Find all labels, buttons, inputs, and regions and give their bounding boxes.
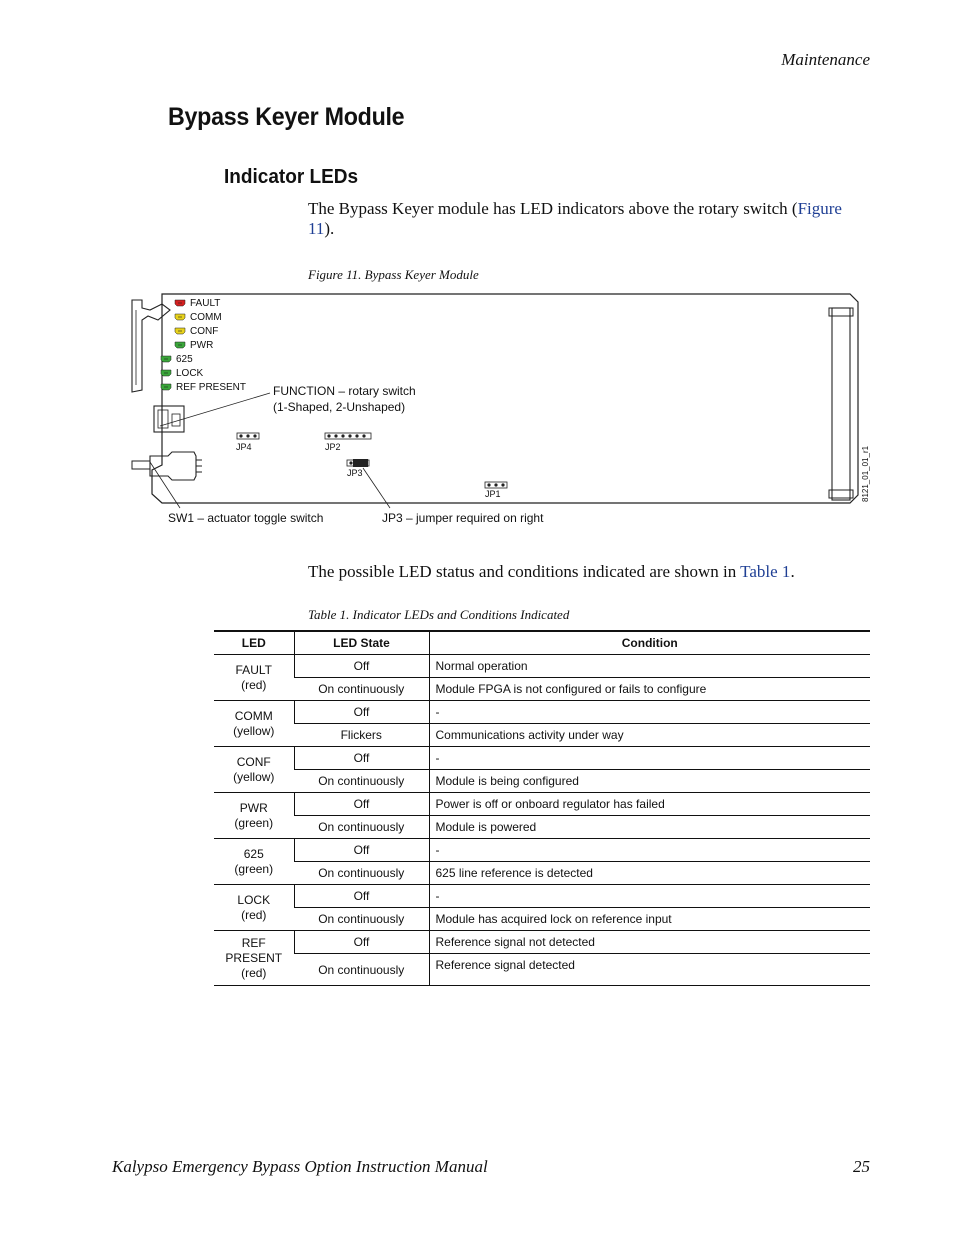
led-cell [214, 885, 294, 931]
led-name: FAULT [235, 662, 272, 677]
jumper-jp4 [237, 433, 259, 439]
jp2-label: JP2 [325, 442, 341, 452]
led-name: COMM [234, 708, 273, 723]
led-color: (green) [234, 861, 274, 876]
figure-link[interactable]: Figure 11 [308, 199, 842, 238]
led-name: PWR [239, 800, 268, 815]
condition-cell: Reference signal detected [429, 954, 870, 986]
function-setting-label: (1-Shaped, 2-Unshaped) [273, 400, 406, 414]
table-row [214, 839, 870, 862]
state-cell: Off [294, 839, 429, 862]
table-link[interactable]: Table 1 [740, 562, 791, 581]
condition-cell: 625 line reference is detected [429, 862, 870, 885]
condition-cell: - [429, 747, 870, 770]
condition-cell: - [429, 839, 870, 862]
led-cell [214, 747, 294, 793]
intro-text-end: ). [324, 219, 335, 238]
condition-cell: Module is being configured [429, 770, 870, 793]
led-label-pwr: PWR [190, 340, 214, 351]
state-cell: On continuously [294, 862, 429, 885]
jumper-jp1 [485, 482, 507, 488]
table-row [214, 885, 870, 908]
function-leader-line [160, 393, 270, 426]
jp3-callout: JP3 – jumper required on right [382, 511, 544, 525]
state-cell: On continuously [294, 954, 429, 986]
table-row [214, 655, 870, 678]
header-led-state: LED State [294, 631, 429, 655]
table-row [214, 931, 870, 954]
footer-page-number: 25 [853, 1157, 870, 1176]
led-conditions-table [214, 630, 870, 986]
led-name: CONF [236, 754, 271, 769]
actuator-lever [132, 461, 150, 469]
led-cell [214, 701, 294, 747]
jp4-label: JP4 [236, 442, 252, 452]
table-intro-text: The possible LED status and conditions indicated are shown in [308, 562, 741, 581]
led-cell [214, 793, 294, 839]
state-cell: Off [294, 655, 429, 678]
led-label-fault: FAULT [190, 298, 221, 309]
table-row [214, 678, 870, 701]
state-cell: Off [294, 793, 429, 816]
led-cell [214, 655, 294, 701]
table-row [214, 793, 870, 816]
table-caption: Table 1. Indicator LEDs and Conditions Indicated [308, 607, 570, 622]
led-color: (red) [241, 907, 267, 922]
led-name: LOCK [237, 892, 271, 907]
table-row [214, 770, 870, 793]
page-title: Bypass Keyer Module [168, 103, 405, 131]
table-intro-text-end: . [790, 562, 795, 581]
header-led: LED [214, 631, 294, 655]
led-color: (yellow) [233, 723, 275, 738]
jumper-jp3 [347, 459, 369, 467]
led-cell [214, 839, 294, 885]
led-color: (red) [241, 965, 267, 980]
condition-cell: Communications activity under way [429, 724, 870, 747]
table-row [214, 747, 870, 770]
state-cell: On continuously [294, 908, 429, 931]
condition-cell: Power is off or onboard regulator has failed [429, 793, 870, 816]
state-cell: On continuously [294, 770, 429, 793]
jp1-label: JP1 [485, 489, 501, 499]
led-color: (yellow) [233, 769, 275, 784]
led-name: REF PRESENT [225, 935, 283, 965]
led-cell [214, 931, 294, 986]
state-cell: Off [294, 747, 429, 770]
header-condition: Condition [429, 631, 870, 655]
function-label: FUNCTION – rotary switch [273, 384, 416, 398]
led-label-comm: COMM [190, 312, 222, 323]
condition-cell: Normal operation [429, 655, 870, 678]
footer-manual-title: Kalypso Emergency Bypass Option Instruction Manual [112, 1157, 488, 1176]
table-intro-paragraph [308, 562, 868, 582]
led-label-ref-present: REF PRESENT [176, 382, 247, 393]
led-color: (red) [241, 677, 267, 692]
condition-cell: Module FPGA is not configured or fails to configure [429, 678, 870, 701]
toggle-switch-body [150, 452, 196, 480]
drawing-id: 8121_01_01_r1 [861, 445, 870, 502]
state-cell: On continuously [294, 816, 429, 839]
bypass-keyer-module-figure [120, 290, 880, 530]
condition-cell: - [429, 885, 870, 908]
front-bracket [132, 300, 170, 392]
jp3-label: JP3 [347, 468, 363, 478]
state-cell: On continuously [294, 678, 429, 701]
state-cell: Flickers [294, 724, 429, 747]
led-name: 625 [243, 846, 264, 861]
led-label-conf: CONF [190, 326, 219, 337]
edge-connector [832, 308, 850, 500]
section-heading: Indicator LEDs [224, 166, 359, 188]
figure-caption: Figure 11. Bypass Keyer Module [308, 267, 479, 282]
intro-text: The Bypass Keyer module has LED indicators above the rotary switch ( [308, 199, 798, 218]
table-row [214, 908, 870, 931]
jp3-leader-line [363, 468, 390, 508]
condition-cell: Reference signal not detected [429, 931, 870, 954]
running-header: Maintenance [781, 50, 870, 69]
table-row [214, 816, 870, 839]
table-row [214, 954, 870, 986]
led-color: (green) [234, 815, 274, 830]
sw1-leader-line [150, 462, 180, 508]
led-label-lock: LOCK [176, 368, 204, 379]
table-row [214, 701, 870, 724]
condition-cell: - [429, 701, 870, 724]
table-row [214, 724, 870, 747]
sw1-callout: SW1 – actuator toggle switch [168, 511, 324, 525]
state-cell: Off [294, 885, 429, 908]
card-outline [152, 294, 858, 503]
condition-cell: Module has acquired lock on reference input [429, 908, 870, 931]
state-cell: Off [294, 931, 429, 954]
condition-cell: Module is powered [429, 816, 870, 839]
intro-paragraph [308, 199, 868, 239]
table-header-row [214, 631, 870, 655]
table-row [214, 862, 870, 885]
led-label-625: 625 [176, 354, 193, 365]
state-cell: Off [294, 701, 429, 724]
jumper-jp2 [325, 433, 371, 439]
